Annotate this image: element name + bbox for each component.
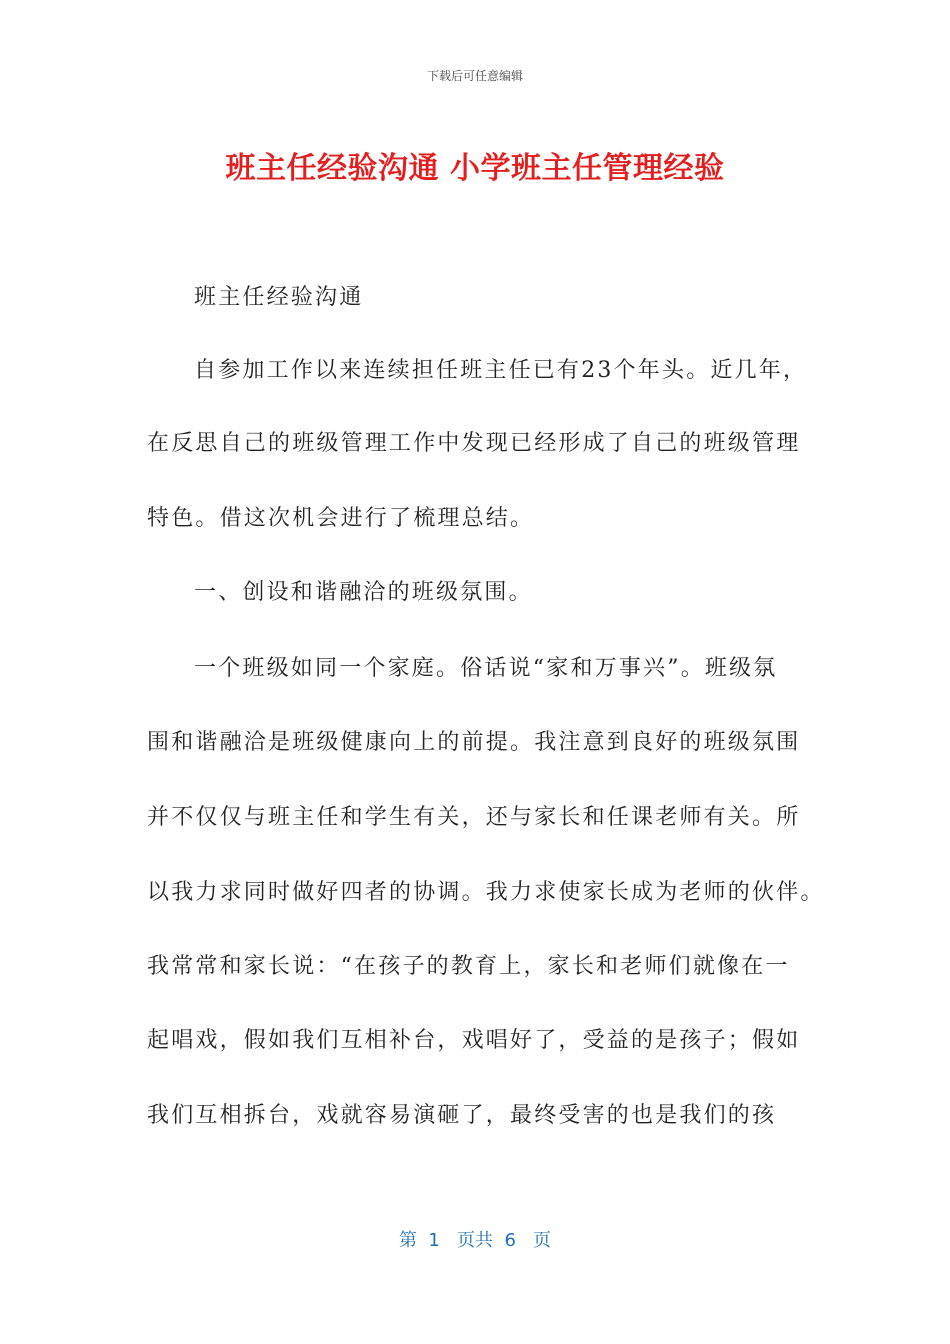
paragraph-line: 在反思自己的班级管理工作中发现已经形成了自己的班级管理 <box>147 431 801 456</box>
page-number-footer: 第 1 页共 6 页 <box>398 1230 552 1251</box>
paragraph-line: 并不仅仅与班主任和学生有关，还与家长和任课老师有关。所 <box>147 805 801 830</box>
paragraph-line: 自参加工作以来连续担任班主任已有23个年头。近几年， <box>194 358 808 383</box>
subsection-heading: 一、创设和谐融洽的班级氛围。 <box>194 580 533 605</box>
section-heading: 班主任经验沟通 <box>194 285 364 310</box>
paragraph-line: 我常常和家长说：“在孩子的教育上，家长和老师们就像在一 <box>147 954 790 979</box>
document-title: 班主任经验沟通 小学班主任管理经验 <box>225 151 725 186</box>
paragraph-line: 一个班级如同一个家庭。俗话说“家和万事兴”。班级氛 <box>194 656 778 681</box>
paragraph-line: 特色。借这次机会进行了梳理总结。 <box>147 506 535 531</box>
page-header-note: 下载后可任意编辑 <box>426 69 523 83</box>
paragraph-line: 起唱戏，假如我们互相补台，戏唱好了，受益的是孩子；假如 <box>147 1028 801 1053</box>
paragraph-line: 以我力求同时做好四者的协调。我力求使家长成为老师的伙伴。 <box>147 880 825 905</box>
paragraph-line: 我们互相拆台，戏就容易演砸了，最终受害的也是我们的孩 <box>147 1103 777 1128</box>
paragraph-line: 围和谐融洽是班级健康向上的前提。我注意到良好的班级氛围 <box>147 730 801 755</box>
